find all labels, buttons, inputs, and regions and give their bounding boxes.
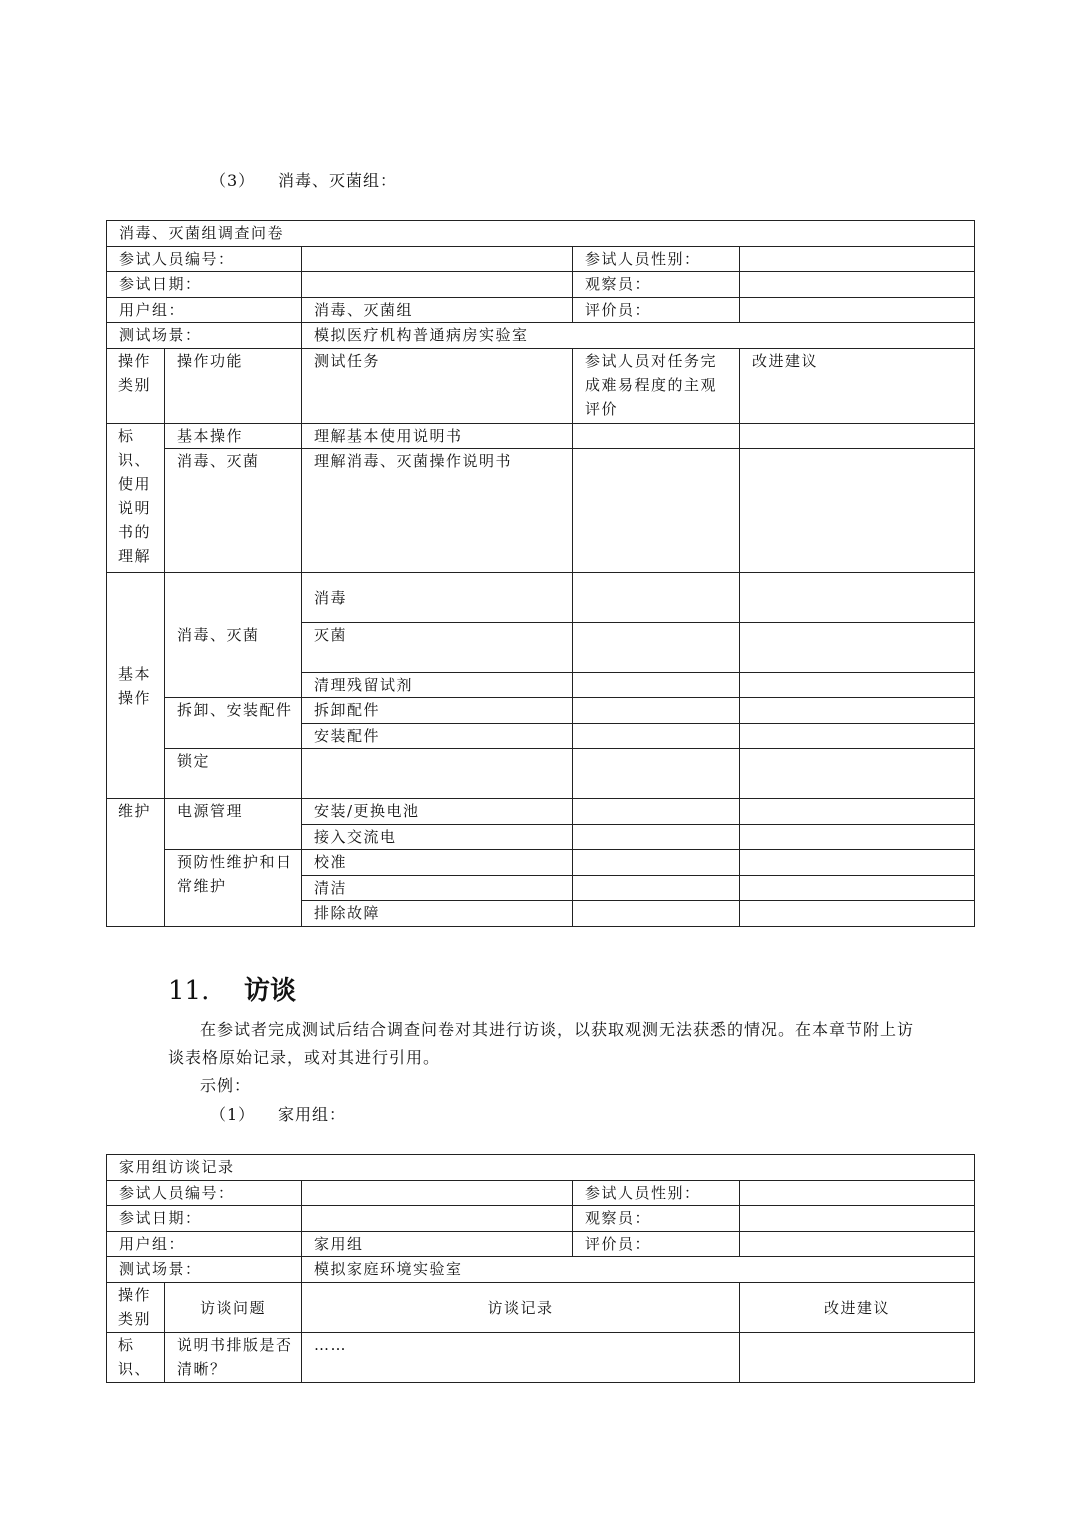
interview-test-date-field[interactable]	[302, 1206, 573, 1232]
section-11-paragraph: 在参试者完成测试后结合调查问卷对其进行访谈，以获取观测无法获悉的情况。在本章节附上访谈表格原始记录，或对其进行引用。	[168, 1020, 915, 1067]
suggestion-cell[interactable]	[740, 876, 975, 901]
interview-row-category: 标识、	[107, 1333, 165, 1383]
task-disinfect: 消毒	[302, 573, 573, 623]
interview-user-group-label: 用户组：	[107, 1232, 302, 1257]
task-install-parts: 安装配件	[302, 724, 573, 749]
interview-header-question: 访谈问题	[165, 1283, 302, 1333]
suggestion-cell[interactable]	[740, 724, 975, 749]
test-scene-label: 测试场景：	[107, 323, 302, 349]
questionnaire-table	[106, 220, 975, 927]
section-3-heading	[210, 168, 397, 191]
interview-scene-label: 测试场景：	[107, 1257, 302, 1283]
test-date-field[interactable]	[302, 272, 573, 298]
rating-cell[interactable]	[573, 850, 740, 876]
task-lock-empty	[302, 749, 573, 799]
interview-row-suggestion[interactable]	[740, 1333, 975, 1383]
participant-gender-field[interactable]	[740, 247, 975, 272]
rating-cell[interactable]	[573, 749, 740, 799]
observer-label: 观察员：	[573, 272, 740, 298]
user-group-value: 消毒、灭菌组	[302, 298, 573, 323]
suggestion-cell[interactable]	[740, 573, 975, 623]
interview-observer-label: 观察员：	[573, 1206, 740, 1232]
interview-header-suggestion: 改进建议	[740, 1283, 975, 1333]
category-basic-operation: 基本操作	[107, 573, 165, 799]
header-category: 操作类别	[107, 349, 165, 424]
task-disassemble-parts: 拆卸配件	[302, 698, 573, 724]
function-disinfection: 消毒、灭菌	[165, 449, 302, 573]
test-date-label: 参试日期：	[107, 272, 302, 298]
rating-cell[interactable]	[573, 449, 740, 573]
suggestion-cell[interactable]	[740, 825, 975, 850]
rating-cell[interactable]	[573, 724, 740, 749]
participant-id-field[interactable]	[302, 247, 573, 272]
function-basic-operation: 基本操作	[165, 424, 302, 449]
section-11-text: 访谈	[244, 976, 297, 1006]
interview-observer-field[interactable]	[740, 1206, 975, 1232]
suggestion-cell[interactable]	[740, 698, 975, 724]
subsection-1-heading	[210, 1102, 346, 1125]
rating-cell[interactable]	[573, 799, 740, 825]
header-suggestion: 改进建议	[740, 349, 975, 424]
interview-user-group-value: 家用组	[302, 1232, 573, 1257]
rating-cell[interactable]	[573, 623, 740, 673]
example-label: 示例：	[200, 1076, 252, 1095]
test-scene-value: 模拟医疗机构普通病房实验室	[302, 323, 975, 349]
suggestion-cell[interactable]	[740, 749, 975, 799]
section-11-title	[168, 970, 296, 1007]
suggestion-cell[interactable]	[740, 799, 975, 825]
task-understand-disinfection-manual: 理解消毒、灭菌操作说明书	[302, 449, 573, 573]
header-function: 操作功能	[165, 349, 302, 424]
task-sterilize: 灭菌	[302, 623, 573, 673]
interview-scene-value: 模拟家庭环境实验室	[302, 1257, 975, 1283]
observer-field[interactable]	[740, 272, 975, 298]
interview-header-category: 操作类别	[107, 1283, 165, 1333]
rating-cell[interactable]	[573, 876, 740, 901]
rating-cell[interactable]	[573, 901, 740, 927]
interview-evaluator-label: 评价员：	[573, 1232, 740, 1257]
section-3-number: （3）	[210, 171, 256, 190]
interview-participant-gender-field[interactable]	[740, 1181, 975, 1206]
task-troubleshoot: 排除故障	[302, 901, 573, 927]
participant-id-label: 参试人员编号：	[107, 247, 302, 272]
section-11-number: 11.	[168, 976, 210, 1006]
task-clean-residual-reagent: 清理残留试剂	[302, 673, 573, 698]
rating-cell[interactable]	[573, 424, 740, 449]
suggestion-cell[interactable]	[740, 449, 975, 573]
evaluator-label: 评价员：	[573, 298, 740, 323]
suggestion-cell[interactable]	[740, 850, 975, 876]
header-rating: 参试人员对任务完成难易程度的主观评价	[573, 349, 740, 424]
category-manual-understanding: 标识、使用说明书的理解	[107, 424, 165, 573]
function-disinfect-sterilize: 消毒、灭菌	[165, 573, 302, 698]
evaluator-field[interactable]	[740, 298, 975, 323]
task-clean: 清洁	[302, 876, 573, 901]
interview-table	[106, 1154, 975, 1383]
function-disassemble-install: 拆卸、安装配件	[165, 698, 302, 749]
interview-participant-id-label: 参试人员编号：	[107, 1181, 302, 1206]
suggestion-cell[interactable]	[740, 673, 975, 698]
rating-cell[interactable]	[573, 698, 740, 724]
rating-cell[interactable]	[573, 673, 740, 698]
suggestion-cell[interactable]	[740, 424, 975, 449]
suggestion-cell[interactable]	[740, 623, 975, 673]
header-task: 测试任务	[302, 349, 573, 424]
user-group-label: 用户组：	[107, 298, 302, 323]
subsection-1-number: （1）	[210, 1105, 256, 1124]
interview-row-question: 说明书排版是否清晰？	[165, 1333, 302, 1383]
interview-evaluator-field[interactable]	[740, 1232, 975, 1257]
interview-row-record[interactable]: ……	[302, 1333, 740, 1383]
rating-cell[interactable]	[573, 573, 740, 623]
interview-participant-id-field[interactable]	[302, 1181, 573, 1206]
section-3-text: 消毒、灭菌组：	[278, 171, 398, 190]
task-connect-ac-power: 接入交流电	[302, 825, 573, 850]
interview-header-record: 访谈记录	[302, 1283, 740, 1333]
suggestion-cell[interactable]	[740, 901, 975, 927]
category-maintenance: 维护	[107, 799, 165, 927]
task-install-replace-battery: 安装/更换电池	[302, 799, 573, 825]
function-preventive-maintenance: 预防性维护和日常维护	[165, 850, 302, 927]
task-understand-basic-manual: 理解基本使用说明书	[302, 424, 573, 449]
interview-title: 家用组访谈记录	[107, 1155, 975, 1181]
questionnaire-title: 消毒、灭菌组调查问卷	[107, 221, 975, 247]
interview-test-date-label: 参试日期：	[107, 1206, 302, 1232]
subsection-1-text: 家用组：	[278, 1105, 347, 1124]
interview-participant-gender-label: 参试人员性别：	[573, 1181, 740, 1206]
rating-cell[interactable]	[573, 825, 740, 850]
task-calibrate: 校准	[302, 850, 573, 876]
participant-gender-label: 参试人员性别：	[573, 247, 740, 272]
function-lock: 锁定	[165, 749, 302, 799]
function-power-management: 电源管理	[165, 799, 302, 850]
